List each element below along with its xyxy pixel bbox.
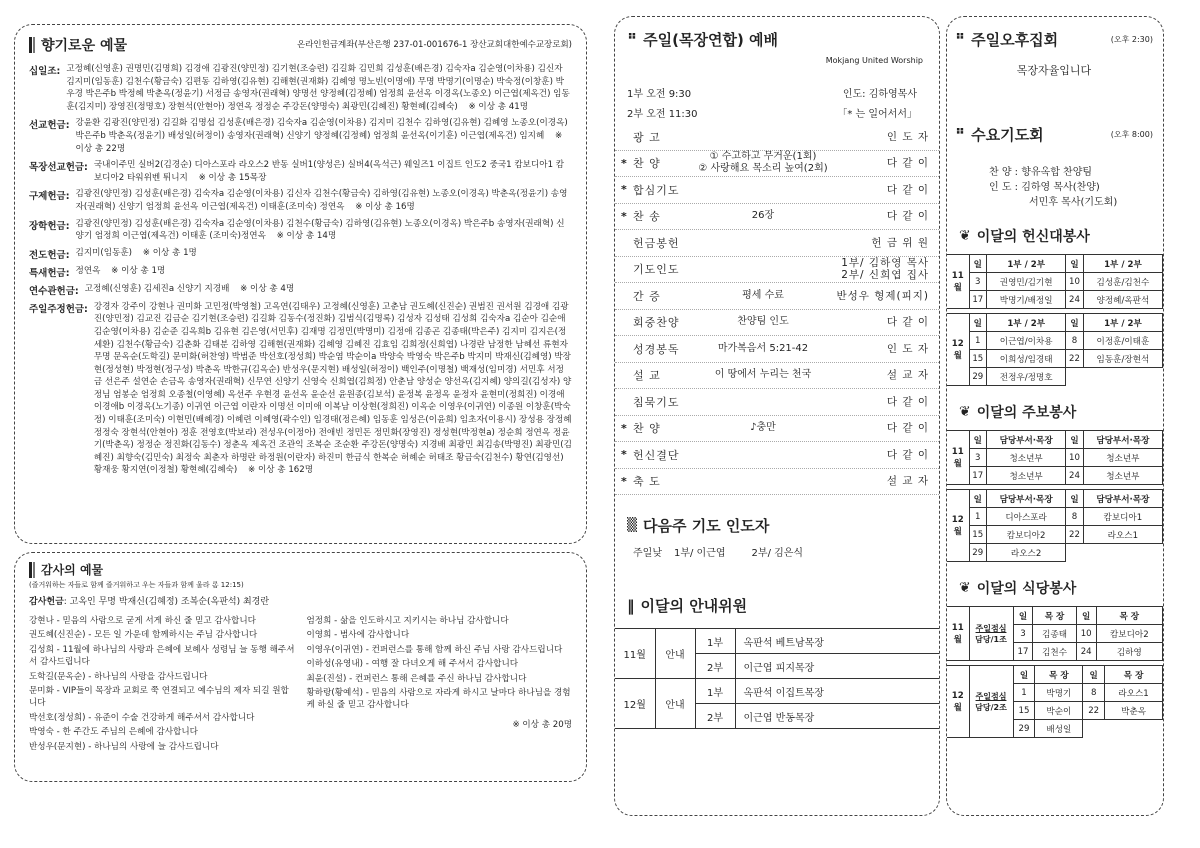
header-cell: 일 <box>1013 666 1035 684</box>
table-cell: 15 <box>969 350 987 368</box>
order-label: 찬 양 <box>633 157 661 171</box>
header-cell: 일 <box>1066 314 1084 332</box>
header-cell: 1부 / 2부 <box>1083 314 1162 332</box>
table-cell: 8 <box>1083 684 1105 702</box>
offering-count: ※ 이상 총 4명 <box>240 283 295 294</box>
table-cell: 양정혜/옥판석 <box>1083 291 1162 309</box>
stand-marker: * <box>621 156 627 170</box>
thanks-item: 김성희 - 11월에 하나님의 사랑과 은혜에 보혜사 성령님 늘 동행 해주셔서 감사드립니다 <box>29 644 295 668</box>
table-row <box>947 544 1163 562</box>
clover-icon: ❦ <box>959 228 971 244</box>
order-person: 헌 금 위 원 <box>871 236 929 249</box>
thanks-item: 이하성(유영내) - 여행 잘 다녀오게 해 주셔서 감사합니다 <box>306 659 519 670</box>
thanks-summary: 감사헌금: 고옥인 무명 박재신(김혜정) 조복순(옥판석) 최경란 <box>29 597 270 607</box>
offering-names: 김지미(임동훈) ※ 이상 총 1명 <box>75 247 197 258</box>
thanks-item: 엄정희 - 삶을 인도하시고 지키시는 하나님 감사합니다 <box>306 616 509 626</box>
order-detail: ♪충만 <box>750 422 776 434</box>
bulletin-tables <box>947 430 1163 562</box>
table-cell: 박춘옥 <box>1105 702 1163 720</box>
order-label: 침묵기도 <box>633 395 680 409</box>
thanks-right-column <box>307 615 573 755</box>
table-cell: 22 <box>1066 350 1084 368</box>
offering-category: 주일주정헌금: <box>29 303 88 315</box>
offering-count: ※ 이상 총 22명 <box>75 130 563 154</box>
table-row <box>947 332 1163 350</box>
table-cell: 라오스1 <box>1105 684 1163 702</box>
table-cell: 캄보디아2 <box>1096 625 1162 643</box>
standing-note: 「* 는 일어서서」 <box>837 109 917 120</box>
table-row <box>947 350 1163 368</box>
worship-order-row <box>615 283 939 310</box>
table-cell: 3 <box>1013 625 1033 643</box>
table-cell: 임동훈/장현석 <box>1083 350 1162 368</box>
worship-order-row <box>615 469 939 496</box>
offering-count: ※ 이상 총 41명 <box>468 101 529 112</box>
table-cell: 박순이 <box>1035 702 1083 720</box>
wednesday-leader: 인 도 : 김하영 목사(찬양) <box>989 182 1100 193</box>
offering-panel <box>14 24 587 544</box>
dots-icon: ⠛ <box>955 32 966 47</box>
table-cell: 1 <box>969 332 987 350</box>
account-info: 온라인헌금계좌(부산은행 237-01-001676-1 장산교회대한예수교장로회) <box>297 39 572 50</box>
table-cell: 24 <box>1066 291 1084 309</box>
table-cell: 10 <box>1066 273 1084 291</box>
worship-order-row <box>615 177 939 204</box>
order-detail: 평세 수료 <box>742 289 784 301</box>
offering-category: 특새헌금: <box>29 267 70 279</box>
order-detail: 찬양팀 인도 <box>737 316 789 328</box>
offering-category: 연수관헌금: <box>29 285 79 297</box>
bulletin-title: ❦ 이달의 주보봉사 <box>959 404 1077 421</box>
stand-marker: * <box>621 209 627 223</box>
offering-category: 목장선교헌금: <box>29 162 88 174</box>
right-panel <box>946 16 1164 816</box>
order-person: 인 도 자 <box>886 342 929 355</box>
worship-order-row <box>615 151 939 178</box>
table-cell: 이근엽/이차용 <box>987 332 1066 350</box>
wednesday-prayer: 서민후 목사(기도회) <box>1029 197 1118 208</box>
dots-icon: ▒ <box>627 518 637 533</box>
stand-marker: * <box>621 448 627 462</box>
month-label: 12 월 <box>947 666 969 738</box>
table-cell: 김종태 <box>1033 625 1076 643</box>
guide-part: 2부 <box>695 704 735 729</box>
order-label: 찬 양 <box>633 422 661 436</box>
stand-marker: * <box>621 474 627 488</box>
offering-row <box>29 218 572 243</box>
order-label: 광 고 <box>633 130 661 144</box>
month-label: 11 월 <box>947 255 969 309</box>
table-cell: 김하영 <box>1096 643 1162 661</box>
offering-count: ※ 이상 총 162명 <box>248 465 314 476</box>
table-cell: 10 <box>1076 625 1096 643</box>
thanks-item: 박영숙 - 한 주간도 주님의 은혜에 감사합니다 <box>29 727 198 738</box>
thanks-item: 황하랑(황예석) - 믿음의 사람으로 자라게 하시고 날마다 하나님을 경험케 하실 줄 믿고 감사합니다 <box>306 688 571 711</box>
worship-order-row <box>615 416 939 443</box>
thanks-item: 반성우(문지현) - 하나님의 사랑에 늘 감사드립니다 <box>29 741 219 752</box>
table-cell: 22 <box>1066 526 1083 544</box>
order-label: 회중찬양 <box>633 316 680 330</box>
table-header-row <box>947 255 1163 273</box>
table-cell: 8 <box>1066 332 1084 350</box>
offering-count: ※ 이상 총 16명 <box>355 201 415 212</box>
header-cell: 일 <box>1013 607 1033 625</box>
order-person: 다 같 이 <box>886 183 929 196</box>
afternoon-time: (오후 2:30) <box>1110 35 1153 44</box>
worship-subtitle: Mokjang United Worship <box>825 56 923 65</box>
order-person: 인 도 자 <box>886 130 929 143</box>
offering-row <box>29 63 572 113</box>
bulletin-table <box>947 489 1163 562</box>
offering-row <box>29 265 572 279</box>
offering-names: 강경자 강주이 강현나 권미화 고민정(박영철) 고옥연(김태우) 고정혜(신영훈) 고춘남 권도혜(신진순) 권범진 권서원 김경애 김광진(양민정) 김교진 김금순 김기현(조승련) 김길화 김동수(정진화) 김범식(김명록) 김성자 김성태 김성희 김숙자a 김순아 김순애 김순영(이차용) 김순준 김옥희b 김유현 김은영(서민후) 김재명 김정민(박명미) 김정애 김종곤 김종태(박은주) 김지미 김지은(정세환) 김천수(황금숙) 김춘화 김태분 김하영 김해현(권재화) 김혜영 김혜진 김효임 김희정(신희엽) 나경란 남정한 남혜선 류현자 무명 문옥순(도학길) 문미화(허찬영) 박범준 박선호(정성희) 박순염 박순이a 박양숙 박영숙 박은주b 박지미 박재신(김혜영) 박장현(정성현) 박정현(정구성) 박춘옥 박한규(김옥순) 반성우(문지현) 배성일(허정이) 백인주(이명철) 백재성(임미경) 서민후 서정금 선은주 설연순 손금옥 송영자(권래혁) 신무연 신양기 신영숙 신희엽(김희정) 안춘남 양성순 양선옥(김지혜) 양의길(김성자) 양정님 엄봉순 엄정희 오종철(이영혜) 옥선주 우현경 윤선옥 윤순선 윤원종(김보석) 윤정복 윤정옥 윤정자 윤현미(정희진) 이경애 이경애b 이경옥(노기종) 이귀연 이근엽 이란자 이명선 이미애 이복남 이상현(정희진) 이옥순 이영우(이귀연) 이종원 이창훈(박숙정) 이태훈(조미숙) 이현민(배혜경) 이혜련 이혜영(곽수인) 임경태(정은혜) 임동훈 임성은(이윤희) 임초자(이용시) 장성용 장정혜 정정숙 장현석(안현아) 정훈 전영호(박보라) 전성우(이정아) 전애빈 정민돈 정민화(장영진) 정성현(박정현a) 정순희 정연옥 정윤기(박춘옥) 정정순 정진화(김동수) 정춘옥 제옥건 조관익 조복순 조순환 주강돈(양명숙) 지경배 최광민 최김송(박명진) 최광민(김혜진) 최향숙(김민숙) 최정숙 최춘자 하명란 하정원(이란자) 하진미 한금식 한복순 허혜순 허태조 황금숙(김천수) 황연(김영선) 황재웅 황지연(이정철) 황현혜(김혜숙) ※ 이상 총 162명 <box>93 301 572 476</box>
table-cell: 29 <box>969 368 987 386</box>
offering-names: 김광진(양민정) 김성훈(배은경) 김숙자a 김순영(이차용) 김천수(황금숙) 김하영(김유현) 노종오(이경옥) 박은주b 송영자(권래혁) 신양기 엄정희 이근엽(제옥건) 이태훈 (조미숙)정연옥 ※ 이상 총 14명 <box>75 218 565 242</box>
table-cell: 17 <box>969 467 986 485</box>
table-cell: 15 <box>969 526 986 544</box>
offering-names: 김광진(양민정) 김성훈(배은경) 김숙자a 김순영(이차용) 김신자 김천수(황금숙) 김하영(김유현) 노종오(이경옥) 박춘옥(정윤기) 송영자(권래혁) 신양기 엄정희 윤선옥 이근엽(제옥건) 이태훈(조미숙) 정연옥 ※ 이상 총 16명 <box>75 189 568 212</box>
guide-name: 이근엽 반동목장 <box>735 704 939 729</box>
order-label: 헌금봉헌 <box>633 236 680 250</box>
guide-role: 안내 <box>655 629 695 679</box>
table-cell: 전정우/정명호 <box>987 368 1066 386</box>
table-cell: 청소년부 <box>1083 449 1162 467</box>
guide-month: 11월 <box>615 629 655 679</box>
offering-row <box>29 301 572 477</box>
worship-order-row <box>615 230 939 257</box>
dedication-tables <box>947 254 1163 386</box>
table-cell: 라오스2 <box>986 544 1065 562</box>
table-cell: 청소년부 <box>986 449 1065 467</box>
thanks-subtitle: (즐거워하는 자들로 함께 즐거워하고 우는 자들과 함께 울라 롬 12:15) <box>29 581 244 589</box>
table-cell: 15 <box>1013 702 1035 720</box>
table-cell: 청소년부 <box>986 467 1065 485</box>
table-cell: 29 <box>1013 720 1035 738</box>
offering-title: 향기로운 예물 <box>29 35 127 55</box>
table-cell: 라오스1 <box>1083 526 1162 544</box>
kitchen-table <box>947 606 1163 661</box>
kitchen-label: 주일점심 담당/1조 <box>969 607 1013 661</box>
thanks-title: 감사의 예물 <box>29 561 572 578</box>
header-cell: 1부 / 2부 <box>987 314 1066 332</box>
order-detail: 26장 <box>751 210 775 222</box>
header-cell: 일 <box>969 255 987 273</box>
month-label: 11 월 <box>947 431 969 485</box>
afternoon-text: 목장자율입니다 <box>1016 64 1092 77</box>
order-label: 설 교 <box>633 369 661 383</box>
bar-icon: ‖ <box>627 596 635 615</box>
order-label: 기도인도 <box>633 263 680 277</box>
offering-category: 장학헌금: <box>29 220 70 232</box>
order-person: 설 교 자 <box>886 475 929 488</box>
header-cell: 일 <box>1083 666 1105 684</box>
worship-order-row <box>615 124 939 151</box>
table-cell: 22 <box>1083 702 1105 720</box>
offering-row <box>29 159 572 184</box>
order-person: 다 같 이 <box>886 448 929 461</box>
header-cell: 일 <box>1066 490 1083 508</box>
wednesday-title: ⠛ 수요기도회 <box>955 126 1044 144</box>
thanks-left-column <box>29 615 295 755</box>
table-cell: 캄보디아1 <box>1083 508 1162 526</box>
dedication-table <box>947 313 1163 386</box>
order-label: 축 도 <box>633 475 661 489</box>
dots-icon: ⠛ <box>955 127 966 142</box>
worship-order-row <box>615 389 939 416</box>
order-label: 헌신결단 <box>633 448 680 462</box>
thanks-panel <box>14 552 587 782</box>
header-cell: 목 장 <box>1033 607 1076 625</box>
table-cell: 권영민/김기현 <box>987 273 1066 291</box>
order-person: 다 같 이 <box>886 210 929 223</box>
dedication-title: ❦ 이달의 헌신대봉사 <box>959 228 1090 245</box>
header-cell: 담당부서·목장 <box>986 431 1065 449</box>
order-person: 다 같 이 <box>886 316 929 329</box>
header-cell: 목 장 <box>1096 607 1162 625</box>
table-cell: 17 <box>969 291 987 309</box>
table-cell: 이희성/임경태 <box>987 350 1066 368</box>
offering-row <box>29 188 572 213</box>
header-cell: 일 <box>1066 431 1083 449</box>
bar-icon <box>29 37 35 53</box>
worship-order-row <box>615 363 939 390</box>
month-label: 11 월 <box>947 607 969 661</box>
order-detail: 마가복음서 5:21-42 <box>717 342 809 354</box>
worship-order-row <box>615 336 939 363</box>
table-header-row <box>947 607 1163 625</box>
guide-part: 1부 <box>695 679 735 704</box>
worship-panel <box>614 16 940 816</box>
order-label: 찬 송 <box>633 210 661 224</box>
order-person: 다 같 이 <box>886 422 929 435</box>
empty-cell <box>1066 368 1163 386</box>
guide-name: 이근엽 피지목장 <box>735 654 939 679</box>
order-detail: ① 수고하고 무거운(1회) ② 사랑해요 목소리 높여(2회) <box>698 151 828 175</box>
guide-row <box>615 629 939 654</box>
dots-icon: ⠛ <box>627 32 638 47</box>
worship-time-1: 1부 오전 9:30 <box>627 89 692 100</box>
bulletin-table <box>947 430 1163 485</box>
offering-count: ※ 이상 총 15목장 <box>198 172 267 183</box>
next-prayer-row: 주일낮 1부/ 이근엽 2부/ 김은식 <box>633 548 804 559</box>
offering-row <box>29 117 572 155</box>
table-row <box>947 526 1163 544</box>
order-person: 설 교 자 <box>886 369 929 382</box>
table-cell: 29 <box>969 544 986 562</box>
stand-marker: * <box>621 421 627 435</box>
table-cell: 청소년부 <box>1083 467 1162 485</box>
offering-row <box>29 247 572 261</box>
thanks-item: 강현나 - 믿음의 사람으로 굳게 서게 하신 줄 믿고 감사합니다 <box>29 616 256 626</box>
table-header-row <box>947 490 1163 508</box>
header-cell: 1부 / 2부 <box>1083 255 1162 273</box>
order-person: 반성우 형제(피지) <box>836 289 929 302</box>
offering-row <box>29 283 572 297</box>
wednesday-time: (오후 8:00) <box>1110 130 1153 139</box>
guide-name: 옥판석 베트남목장 <box>735 629 939 654</box>
header-cell: 일 <box>1066 255 1084 273</box>
guide-part: 2부 <box>695 654 735 679</box>
guide-role: 안내 <box>655 679 695 729</box>
guides-table <box>615 628 939 729</box>
header-cell: 일 <box>969 431 986 449</box>
thanks-item: 도학길(문옥순) - 하나님의 사랑을 감사드립니다 <box>29 671 208 682</box>
stand-marker: * <box>621 183 627 197</box>
table-row <box>947 449 1163 467</box>
table-row <box>947 508 1163 526</box>
table-cell: 3 <box>969 273 987 291</box>
offering-count: ※ 이상 총 1명 <box>142 247 197 258</box>
kitchen-title: ❦ 이달의 식당봉사 <box>959 580 1077 597</box>
table-cell: 10 <box>1066 449 1083 467</box>
offering-count: ※ 이상 총 1명 <box>111 265 166 276</box>
clover-icon: ❦ <box>959 580 971 596</box>
header-cell: 담당부서·목장 <box>1083 490 1162 508</box>
table-cell: 박명기 <box>1035 684 1083 702</box>
offering-category: 전도헌금: <box>29 249 70 261</box>
order-label: 합심기도 <box>633 183 680 197</box>
table-row <box>947 368 1163 386</box>
table-cell: 디아스포라 <box>986 508 1065 526</box>
thanks-item: 이영우(이귀연) - 컨퍼런스를 통해 함께 하신 주님 사랑 감사드립니다 <box>306 644 563 655</box>
clover-icon: ❦ <box>959 404 971 420</box>
table-row <box>947 467 1163 485</box>
table-cell: 박명기/배정일 <box>987 291 1066 309</box>
table-cell: 8 <box>1066 508 1083 526</box>
guide-month: 12월 <box>615 679 655 729</box>
thanks-item: 박선호(정성희) - 유준이 수술 건강하게 해주셔서 감사합니다 <box>29 712 255 723</box>
header-cell: 1부 / 2부 <box>987 255 1066 273</box>
order-person: 1부/ 김하영 목사 2부/ 신희엽 집사 <box>841 257 929 282</box>
worship-time-2: 2부 오전 11:30 <box>627 109 698 120</box>
thanks-count: ※ 이상 총 20명 <box>512 719 572 730</box>
offering-names: 고정혜(신영훈) 권명민(김명희) 김경애 김광진(양민정) 김기현(조승련) 김길화 김민희 김성훈(배은경) 김숙자a 김순영(이차용) 김신자 김지미(임동훈) 김천수(황금숙) 김편동 김하영(김유현) 김해현(권재화) 김혜영 명노빈(이명애) 무명 박명기(이명순) 박숙정(이창훈) 박우경 박은주b 박정혜 박춘옥(정윤기) 서정금 송영자(권래혁) 양명선 양정혜(김정혜) 엄정희 윤선옥 이경옥(노종오) 이근엽(제옥건) 임동훈(김지미) 장영진(정명호) 장현석(안현아) 정연옥 정정순 주강돈(양명숙) 최광민(김혜진) 황현혜(김혜숙) ※ 이상 총 41명 <box>66 64 570 112</box>
order-label: 간 증 <box>633 289 661 303</box>
header-cell: 목 장 <box>1105 666 1163 684</box>
worship-order-row <box>615 442 939 469</box>
worship-order-row <box>615 257 939 284</box>
offering-names: 정연옥 ※ 이상 총 1명 <box>75 265 166 276</box>
table-cell: 이정훈/이태훈 <box>1083 332 1162 350</box>
thanks-item: 최윤(진설) - 컨퍼런스 통해 은혜를 주신 하나님 감사합니다 <box>306 673 527 684</box>
header-cell: 일 <box>1076 607 1096 625</box>
kitchen-tables <box>947 606 1163 738</box>
offering-names: 국내이주민 실버2(김경순) 디아스포라 라오스2 반동 실버1(양성은) 실버4(옥석근) 웨일즈1 이집트 인도2 중국1 캄보디아1 캄보디아2 타워위벤 튀니지 ※ 이상 총 15목장 <box>93 160 565 183</box>
worship-order-row <box>615 204 939 231</box>
table-cell: 김천수 <box>1033 643 1076 661</box>
header-cell: 담당부서·목장 <box>986 490 1065 508</box>
empty-cell <box>1066 544 1163 562</box>
header-cell: 일 <box>969 314 987 332</box>
dedication-table <box>947 254 1163 309</box>
offering-names: 고정혜(신영훈) 김세진a 신양기 지경배 ※ 이상 총 4명 <box>84 283 295 294</box>
guide-name: 옥판석 이집트목장 <box>735 679 939 704</box>
table-cell: 배성일 <box>1035 720 1083 738</box>
bar-icon <box>29 562 35 578</box>
kitchen-label: 주일점심 담당/2조 <box>969 666 1013 738</box>
guide-row <box>615 679 939 704</box>
order-person: 다 같 이 <box>886 395 929 408</box>
table-cell: 17 <box>1013 643 1033 661</box>
thanks-item: 이영희 - 범사에 감사합니다 <box>306 630 410 641</box>
table-cell: 1 <box>1013 684 1035 702</box>
order-person: 다 같 이 <box>886 157 929 170</box>
worship-title: ⠛ 주일(목장연합) 예배 <box>627 31 779 49</box>
table-cell: 캄보디아2 <box>986 526 1065 544</box>
table-cell: 김성훈/김천수 <box>1083 273 1162 291</box>
header-cell: 일 <box>969 490 986 508</box>
table-header-row <box>947 314 1163 332</box>
offering-list <box>29 63 572 477</box>
worship-order-row <box>615 310 939 337</box>
guide-part: 1부 <box>695 629 735 654</box>
header-cell: 담당부서·목장 <box>1083 431 1162 449</box>
offering-category: 십일조: <box>29 66 61 77</box>
guides-title: ‖ 이달의 안내위원 <box>627 596 748 615</box>
table-cell: 24 <box>1066 467 1083 485</box>
table-row <box>947 291 1163 309</box>
wednesday-praise: 찬 양 : 향유옥합 찬양팀 <box>989 167 1093 178</box>
table-cell: 3 <box>969 449 986 467</box>
month-label: 12 월 <box>947 314 969 386</box>
thanks-item: 권도혜(신진순) - 모든 일 가운데 함께하시는 주님 감사합니다 <box>29 630 258 641</box>
next-prayer-title: ▒ 다음주 기도 인도자 <box>627 517 770 535</box>
worship-leader: 인도: 김하영목사 <box>842 89 917 100</box>
order-label: 성경봉독 <box>633 342 680 356</box>
worship-order <box>615 124 939 495</box>
table-header-row <box>947 666 1163 684</box>
order-detail: 이 땅에서 누리는 천국 <box>714 369 812 381</box>
month-label: 12 월 <box>947 490 969 562</box>
afternoon-title: ⠛ 주일오후집회 <box>955 31 1059 49</box>
table-row <box>947 273 1163 291</box>
thanks-item: 문미화 - VIP들이 목장과 교회로 쭉 연결되고 예수님의 제자 되길 원합니다 <box>29 686 289 709</box>
table-cell: 1 <box>969 508 986 526</box>
header-cell: 목 장 <box>1035 666 1083 684</box>
empty-cell <box>1083 720 1163 738</box>
offering-category: 선교헌금: <box>29 120 70 132</box>
offering-category: 구제헌금: <box>29 191 70 203</box>
offering-count: ※ 이상 총 14명 <box>276 231 337 242</box>
offering-names: 강윤환 김광진(양민정) 김길화 김명섭 김성훈(배은경) 김숙자a 김순영(이차용) 김지미 김천수 김하영(김유현) 김혜영 노종오(이경옥) 박은주b 박춘옥(정윤기) 배성일(허정이) 송영자(권래혁) 신양기 양정혜(김정혜) 엄정희 윤선옥(이기훈) 이근엽(제옥건) 임지혜 ※ 이상 총 22명 <box>75 118 568 154</box>
table-header-row <box>947 431 1163 449</box>
table-cell: 24 <box>1076 643 1096 661</box>
kitchen-table <box>947 665 1163 738</box>
